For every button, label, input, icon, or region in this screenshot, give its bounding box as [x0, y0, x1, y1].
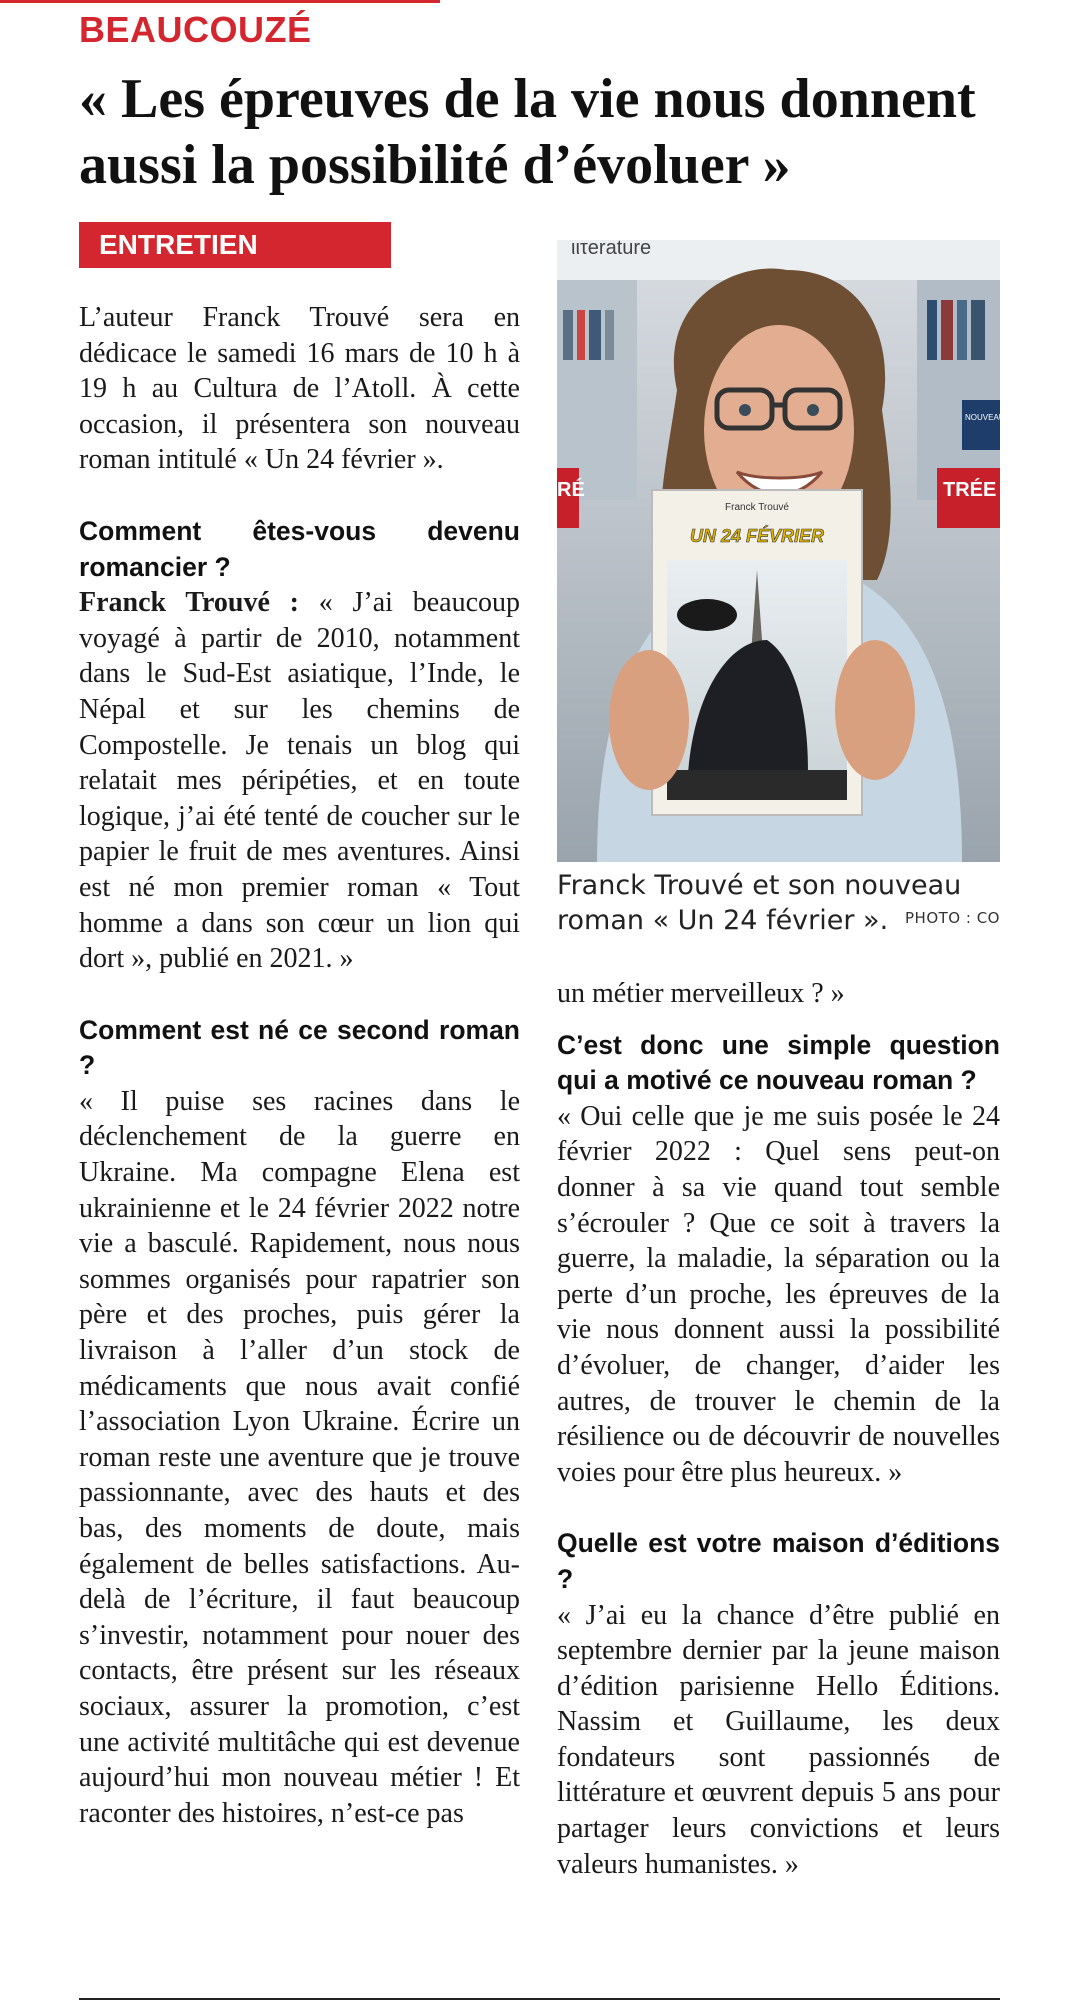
article-photo [557, 237, 1010, 862]
answer-4: « J’ai eu la chance d’être publié en septembre dernier par la jeune maison d’édition parisienne Hello Éditions. Nassim et Guillaume, les deux fondateurs sont passionnés de littérature et œuvrent depuis 5 ans pour partager leurs convictions et leurs valeurs humanistes. » [557, 1599, 1000, 1880]
section-kicker: BEAUCOUZÉ [79, 9, 312, 50]
photo-credit: PHOTO : CO [905, 909, 1000, 927]
photo-caption-text: Franck Trouvé et son nouveau roman « Un 24 février ». [557, 870, 962, 936]
photo-caption [557, 868, 1000, 938]
question-1: Comment êtes-vous devenu romancier ? [79, 515, 520, 582]
answer-2-part-1: « Il puise ses racines dans le déclenchement de la guerre en Ukraine. Ma compagne Elena est ukrainienne et le 24 février 2022 notre vie a basculé. Rapidement, nous nous sommes organisés pour rapatrier son père et des proches, puis gérer la livraison à l’aller d’un stock de médicaments que nous avait confié l’association Lyon Ukraine. Écrire un roman reste une aventure que je trouve passionnante, avec des hauts et des bas, des moments de doute, mais également de belles satisfactions. Au-delà de l’écriture, il faut beaucoup s’investir, notamment pour nouer des contacts, être présent sur les réseaux sociaux, assurer la promotion, c’est une activité multitâche qui est devenue aujourd’hui mon nouveau métier ! Et raconter des histoires, n’est-ce pas [79, 1085, 520, 1829]
question-2: Comment est né ce second roman ? [79, 1014, 520, 1081]
question-3: C’est donc une simple question qui a motivé ce nouveau roman ? [557, 1029, 1000, 1096]
answer-1 [79, 585, 520, 977]
article-column-left [79, 300, 520, 1831]
book-author: Franck Trouvé [725, 502, 789, 513]
author-portrait-illustration [557, 237, 1010, 862]
intro-paragraph: L’auteur Franck Trouvé sera en dédicace le samedi 16 mars de 10 h à 19 h au Cultura de l’Atoll. À cette occasion, il présentera son nouveau roman intitulé « Un 24 février ». [79, 302, 520, 476]
shelf-sign: ιιτerature [571, 237, 652, 259]
interview-tag: ENTRETIEN [79, 222, 391, 268]
answer-1-text: « J’ai beaucoup voyagé à partir de 2010, notamment dans le Sud-Est asiatique, l’Inde, le Népal et sur les chemins de Compostelle. Je tenais un blog qui relatait mes péripéties, et en toute logique, j’ai été tenté de coucher sur le papier le fruit de mes aventures. Ainsi est né mon premier roman « Tout homme a dans son cœur un lion qui dort », publié en 2021. » [79, 587, 520, 975]
store-sign-left: RÉ [557, 479, 585, 501]
question-4: Quelle est votre maison d’éditions ? [557, 1528, 1000, 1594]
answer-3: « Oui celle que je me suis posée le 24 février 2022 : Quel sens peut-on donner à sa vie quand tout semble s’écrouler ? Que ce soit à travers la guerre, la maladie, la séparation ou la perte d’un proche, les épreuves de la vie nous donnent aussi la possibilité d’évoluer, de changer, d’aider les autres, de trouver le chemin de la résilience ou de découvrir de nouvelles voies pour être plus heureux. » [557, 1100, 1000, 1488]
top-rule [0, 0, 440, 3]
speaker-name: Franck Trouvé : [79, 587, 299, 619]
book-title: UN 24 FÉVRIER [689, 526, 825, 546]
answer-2-part-2: un métier merveilleux ? » [557, 978, 845, 1009]
article-column-right [557, 976, 1000, 1882]
bottom-rule [79, 1998, 1000, 2000]
shelf-small-sign: NOUVEAUT [965, 413, 1010, 422]
headline: « Les épreuves de la vie nous donnent aussi la possibilité d’évoluer » [79, 68, 976, 196]
store-sign-right: TRÉE [943, 479, 997, 501]
